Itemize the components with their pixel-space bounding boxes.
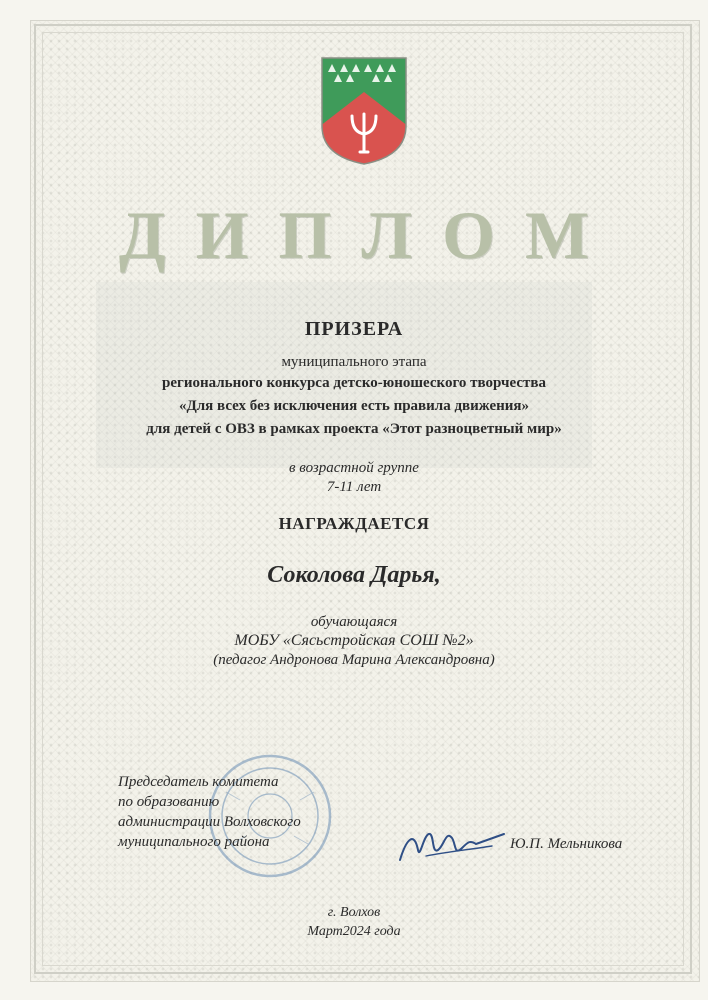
school-name: МОБУ «Сясьстройская СОШ №2» bbox=[234, 632, 474, 649]
event-line-3: «Для всех без исключения есть правила движения» bbox=[178, 398, 530, 414]
event-line-4: для детей с ОВЗ в рамках проекта «Этот разноцветный мир» bbox=[146, 421, 562, 437]
issue-city: г. Волхов bbox=[327, 905, 381, 920]
student-status: обучающаяся bbox=[310, 614, 398, 630]
coat-of-arms-icon bbox=[320, 56, 408, 166]
signatory-line-4: муниципального района bbox=[118, 834, 270, 850]
teacher-name: (педагог Андронова Марина Александровна) bbox=[213, 652, 495, 668]
signatory-line-2: по образованию bbox=[118, 794, 220, 810]
diploma-title: ДИПЛОМ bbox=[118, 197, 620, 273]
signatory-line-1: Председатель комитета bbox=[118, 774, 279, 790]
issue-date: Март2024 года bbox=[307, 924, 401, 939]
signatory-position bbox=[118, 772, 301, 852]
event-line-1: муниципального этапа bbox=[281, 354, 427, 370]
awarded-heading: НАГРАЖДАЕТСЯ bbox=[278, 514, 430, 533]
event-line-2: регионального конкурса детско-юношеского творчества bbox=[162, 375, 546, 391]
diploma-rank: ПРИЗЕРА bbox=[304, 318, 404, 340]
signer-name: Ю.П. Мельникова bbox=[510, 836, 623, 852]
signatory-line-3: администрации Волховского bbox=[118, 814, 301, 830]
age-group-label: в возрастной группе bbox=[289, 460, 419, 476]
recipient-name: Соколова Дарья, bbox=[267, 562, 441, 588]
handwritten-signature-icon bbox=[396, 820, 508, 870]
age-group-value: 7-11 лет bbox=[326, 479, 382, 495]
